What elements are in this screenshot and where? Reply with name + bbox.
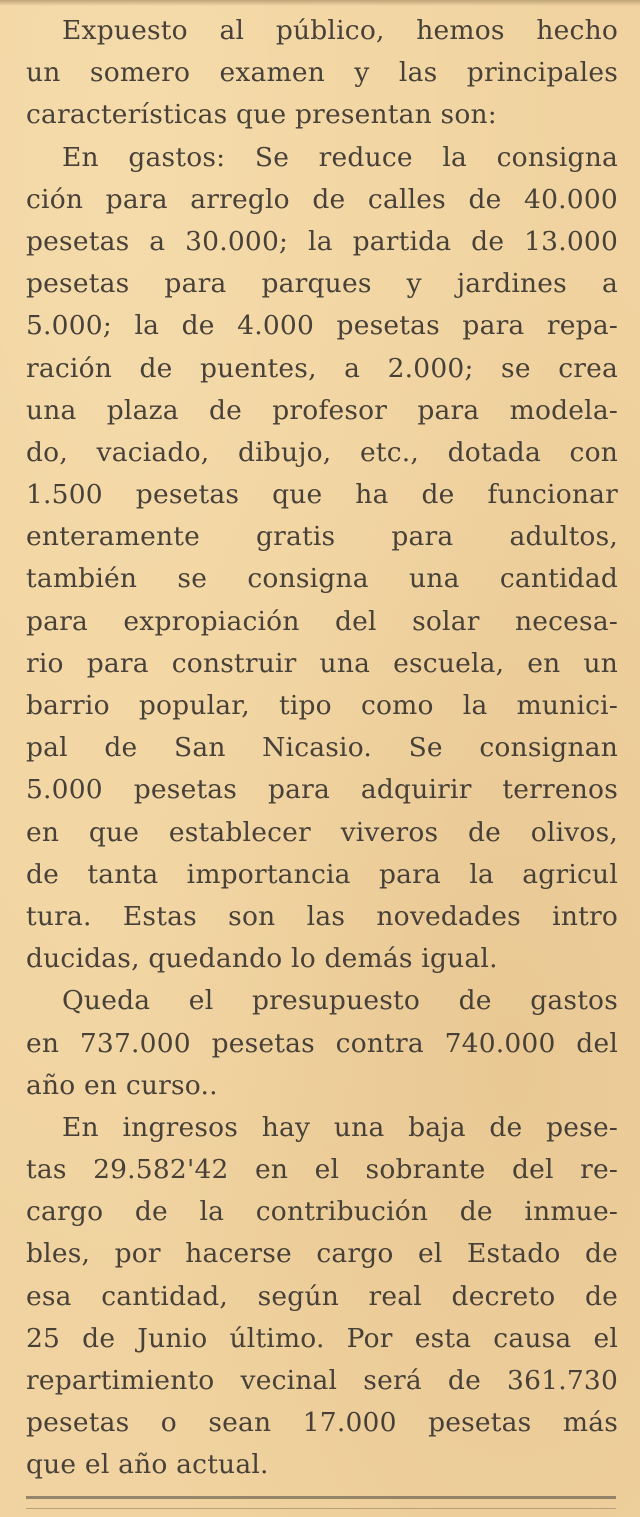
text-line: do, vaciado, dibujo, etc., dotada con — [26, 436, 618, 468]
text-line: también se consigna una cantidad — [26, 563, 618, 595]
text-line: barrio popular, tipo como la munici- — [26, 690, 618, 721]
text-line: en que establecer viveros de olivos, — [26, 816, 618, 848]
text-line: pal de San Nicasio. Se consignan — [26, 732, 618, 764]
paragraph-intro — [26, 10, 618, 137]
text-line: de tanta importancia para la agricul — [26, 858, 618, 890]
text-line: Expuesto al público, hemos hecho — [62, 15, 618, 46]
article-body — [26, 10, 618, 1487]
text-line: pesetas o sean 17.000 pesetas más — [26, 1407, 618, 1439]
text-line: tura. Estas son las novedades intro — [26, 900, 618, 932]
text-line: rio para construir una escuela, en un — [26, 647, 618, 679]
paragraph-gastos — [26, 137, 618, 981]
text-line: Queda el presupuesto de gastos — [62, 985, 618, 1017]
text-line: En ingresos hay una baja de pese- — [62, 1111, 618, 1143]
text-line: bles, por hacerse cargo el Estado de — [26, 1238, 618, 1270]
text-line: ración de puentes, a 2.000; se crea — [26, 352, 618, 384]
text-line: enteramente gratis para adultos, — [26, 521, 618, 553]
text-line: características que presentan son: — [26, 99, 497, 131]
column-rule-thin — [26, 1508, 616, 1509]
text-line: 1.500 pesetas que ha de funcionar — [26, 479, 618, 511]
text-line: repartimiento vecinal será de 361.730 — [26, 1365, 618, 1396]
text-line: 5.000; la de 4.000 pesetas para repa- — [26, 310, 618, 342]
text-line: en 737.000 pesetas contra 740.000 del — [26, 1027, 618, 1059]
text-line: año en curso.. — [26, 1069, 218, 1101]
text-line: 25 de Junio último. Por esta causa el — [26, 1322, 618, 1354]
text-line: que el año actual. — [26, 1449, 269, 1481]
text-line: pesetas para parques y jardines a — [26, 268, 618, 300]
column-rule — [26, 1496, 616, 1499]
paragraph-ingresos — [26, 1107, 618, 1487]
text-line: para expropiación del solar necesa- — [26, 605, 618, 637]
text-line: ducidas, quedando lo demás igual. — [26, 943, 498, 975]
text-line: cargo de la contribución de inmue- — [26, 1196, 618, 1228]
text-line: En gastos: Se reduce la consigna — [62, 141, 618, 173]
text-line: pesetas a 30.000; la partida de 13.000 — [26, 225, 618, 257]
text-line: una plaza de profesor para modela- — [26, 394, 618, 426]
paragraph-presupuesto — [26, 980, 618, 1107]
text-line: tas 29.582'42 en el sobrante del re- — [26, 1154, 618, 1186]
torn-top-edge — [0, 0, 640, 6]
text-line: un somero examen y las principales — [26, 57, 618, 89]
text-line: 5.000 pesetas para adquirir terrenos — [26, 774, 618, 806]
text-line: ción para arreglo de calles de 40.000 — [26, 183, 618, 215]
text-line: esa cantidad, según real decreto de — [26, 1280, 618, 1312]
